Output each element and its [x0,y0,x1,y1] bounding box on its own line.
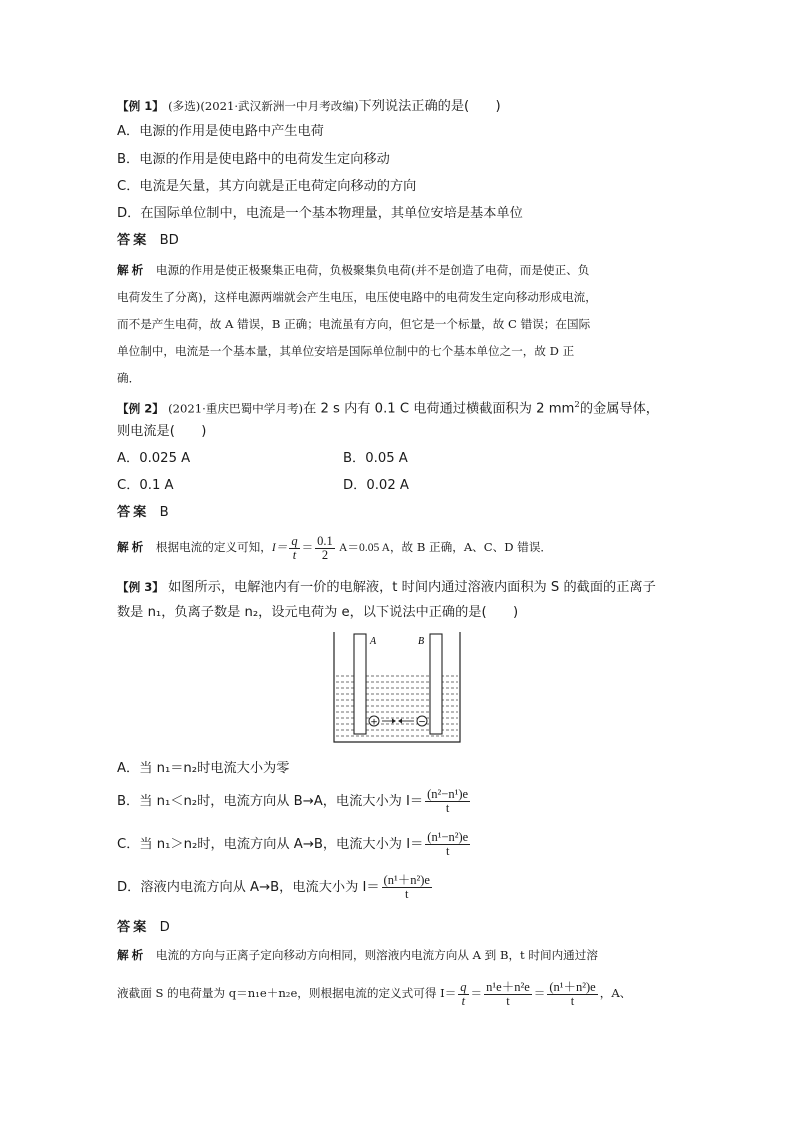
example-2-option-d: D．0.02 A [343,478,409,493]
example-2-tag: 【例 2】 [117,401,164,416]
example-3-option-d: D．溶液内电流方向从 A→B，电流大小为 I＝ $\frac{\text{(n¹＋n²)e}}{t}$ [117,873,430,901]
example-1-analysis-line-2: 电荷发生了分离)，这样电源两端就会产生电压，电压使电路中的电荷发生定向移动形成电流， [117,290,597,304]
example-1-analysis-line-4: 单位制中，电流是一个基本量，其单位安培是国际单位制中的七个基本单位之一，故 D 正 [117,344,575,358]
arrow-right-head [392,719,396,724]
electrode-a [354,634,366,734]
example-1-tag: 【例 1】 [117,99,164,113]
example-1-question: 下列说法正确的是( ) [358,99,501,114]
example-2-answer: 答案 B [117,505,169,520]
example-3-option-a: A．当 n₁＝n₂时电流大小为零 [117,761,290,776]
fraction-option-b: $\frac{\text{(n²−n¹)e}}{t}$ [427,787,469,815]
example-2-stem-line-2: 则电流是( ) [117,424,207,439]
example-1-option-a: A．电源的作用是使电路中产生电荷 [117,124,324,139]
fraction-option-d: $\frac{\text{(n¹＋n²)e}}{t}$ [383,873,430,901]
example-2-option-b: B．0.05 A [343,451,408,466]
arrow-left-head [398,719,402,724]
fraction-q-over-t: $\frac{q}{t}$ [291,533,298,562]
example-1-option-c: C．电流是矢量，其方向就是正电荷定向移动的方向 [117,179,417,194]
example-3-stem-line-2: 数是 n₁，负离子数是 n₂，设元电荷为 e，以下说法中正确的是( ) [117,605,519,620]
example-1-analysis-line-5: 确． [117,371,141,385]
example-1-stem [117,97,501,116]
example-3-option-c: C．当 n₁＞n₂时，电流方向从 A→B，电流大小为 I＝ $\frac{\text{(n¹−n²)e}}{t}$ [117,830,469,858]
fraction-q-over-t-2: $\frac{q}{t}$ [460,979,467,1008]
example-2-stem: 【例 2】 (2021·重庆巴蜀中学月考)在 2 s 内有 0.1 C 电荷通过横截面积为 2 $mm^2$的金属导体， [117,400,659,417]
example-1-analysis-line-3: 而不是产生电荷，故 A 错误，B 正确；电流虽有方向，但它是一个标量，故 C 错误；在国际 [117,317,591,331]
example-2-source: (2021·重庆巴蜀中学月考) [168,401,304,416]
example-1-option-b: B．电源的作用是使电路中的电荷发生定向移动 [117,152,390,167]
example-3-analysis-line-1: 解析 电流的方向与正离子定向移动方向相同，则溶液内电流方向从 A 到 B，t 时间内通过溶 [117,948,598,962]
plus-sign: + [370,717,378,728]
example-1-answer [117,232,179,250]
example-1-option-d: D．在国际单位制中，电流是一个基本物理量，其单位安培是基本单位 [117,206,523,221]
fraction-values: $\frac{0.1}{2}$ [317,533,333,562]
analysis-text: 电源的作用是使正极聚集正电荷，负极聚集负电荷(并不是创造了电荷，而是使正、负 [155,263,590,277]
electrode-b [430,634,442,734]
example-2-option-a: A．0.025 A [117,451,191,466]
cell-svg [332,630,462,746]
answer-value: BD [159,233,179,248]
answer-label: 答案 [117,233,150,248]
example-3-answer: 答案 D [117,920,170,935]
example-2-option-c: C．0.1 A [117,478,174,493]
example-3-analysis-line-2: 液截面 S 的电荷量为 q＝n₁e＋n₂e，则根据电流的定义式可得 I＝ $\frac{q}{t}$ ＝ $\frac{\text{n¹e＋n²e}}{t}$ ＝ $\frac{\text{(n¹＋n²)e}}{t}$ ，A、 [117,979,632,1008]
minus-sign: − [418,717,426,728]
electrolytic-cell-diagram [332,630,462,746]
example-2-analysis: 解析 根据电流的定义可知，I＝ $\frac{q}{t}$ ＝ $\frac{0.1}{2}$ A＝0.05 A，故 B 正确，A、C、D 错误． [117,533,553,562]
example-3-option-b: B．当 n₁＜n₂时，电流方向从 B→A，电流大小为 I＝ $\frac{\text{(n²−n¹)e}}{t}$ [117,787,469,815]
example-1-source: (多选)(2021·武汉新洲一中月考改编) [168,99,359,113]
example-3-tag: 【例 3】 [117,580,164,594]
fraction-option-c: $\frac{\text{(n¹−n²)e}}{t}$ [427,830,469,858]
label-b: B [418,636,425,647]
analysis-label: 解析 [117,263,147,277]
example-1-analysis-line-1 [117,261,589,279]
example-3-stem-line-1: 【例 3】 如图所示，电解池内有一价的电解液，t 时间内通过溶液内面积为 S 的截面的正离子 [117,580,656,595]
fraction-sum-1: $\frac{\text{n¹e＋n²e}}{t}$ [486,979,530,1008]
fraction-sum-2: $\frac{\text{(n¹＋n²)e}}{t}$ [549,979,596,1008]
label-a: A [370,636,377,647]
